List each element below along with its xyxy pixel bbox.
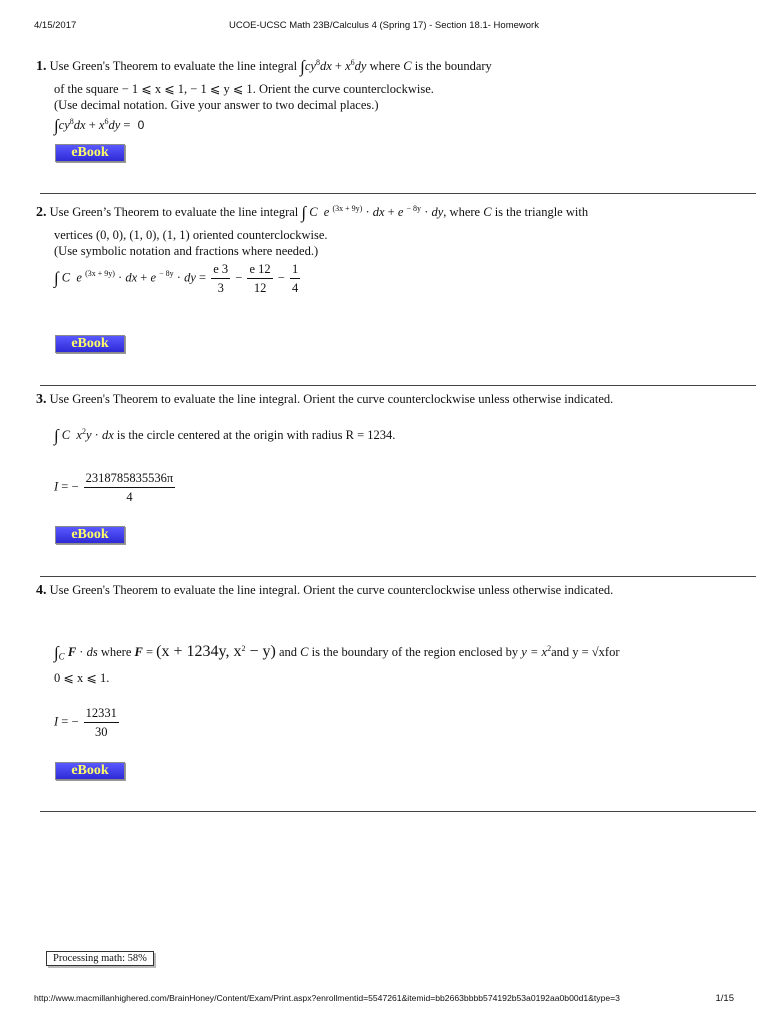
square-condition: − 1 ⩽ x ⩽ 1, − 1 ⩽ y ⩽ 1 <box>121 82 253 96</box>
integral-symbol: ∫ <box>301 203 307 222</box>
question-text-cont: is the circle centered at the origin with radius <box>116 428 343 442</box>
vertices-text: vertices (0, 0), (1, 0), (1, 1) oriented counterclockwise. <box>54 228 328 242</box>
answer-fraction: $\frac{2318785835536\pi}{4}$ <box>85 471 174 504</box>
answer-fraction: $\frac{12331}{30}$ <box>85 706 117 739</box>
integral-symbol: ∫ <box>54 116 59 135</box>
exponent: (3x + 9y) <box>332 203 363 213</box>
curve-label: C <box>483 205 492 219</box>
question-text: Use Green’s Theorem to evaluate the line integral <box>49 205 299 219</box>
print-date: 4/15/2017 <box>34 20 77 31</box>
divider <box>40 193 756 194</box>
answer-fraction: $\frac{e 3}{3}$ <box>213 262 229 295</box>
question-text: Use Green's Theorem to evaluate the line integral. Orient the curve counterclockwise unless otherwise indicated. <box>49 392 614 406</box>
question-text-cont: is the triangle with <box>494 205 589 219</box>
and-text: and <box>551 645 570 659</box>
processing-status: Processing math: 58% <box>46 951 154 966</box>
vector-field-tail: − y) <box>245 643 276 660</box>
page-number: 1/15 <box>715 993 734 1004</box>
ebook-button[interactable]: eBook <box>55 335 125 353</box>
instruction-note: (Use decimal notation. Give your answer to two decimal places.) <box>54 98 379 112</box>
answer-value: 0 <box>137 118 145 132</box>
divider <box>40 811 756 812</box>
question-number: 1. <box>36 59 47 74</box>
divider <box>40 385 756 386</box>
integral-symbol: ∫ <box>54 643 59 662</box>
question-number: 3. <box>36 392 47 407</box>
question-text: Use Green's Theorem to evaluate the line integral. Orient the curve counterclockwise unless otherwise indicated. <box>49 583 614 597</box>
exponent: − 8y <box>159 269 174 279</box>
radius-value: R = 1234. <box>345 428 396 442</box>
exponent: − 8y <box>406 203 422 213</box>
question-number: 4. <box>36 583 47 598</box>
question-text-cont: is the boundary <box>414 59 492 73</box>
integral-symbol: ∫ <box>54 426 59 445</box>
integral-symbol: ∫ <box>54 268 59 288</box>
for-text: for <box>604 645 620 659</box>
question-number: 2. <box>36 205 47 220</box>
exponent: (3x + 9y) <box>85 269 115 279</box>
ebook-button[interactable]: eBook <box>55 762 125 780</box>
question-text-cont: is the boundary of the region enclosed by <box>311 645 519 659</box>
ebook-button[interactable]: eBook <box>55 144 125 162</box>
curve-1: y = x <box>521 645 548 659</box>
footer-url: http://www.macmillanhighered.com/BrainHoney/Content/Exam/Print.aspx?enrollmentid=5547261&itemid=bb2663bbbb574192b53a0192aa0b00d1&type=3 <box>34 993 620 1003</box>
question-text: Use Green's Theorem to evaluate the line integral <box>49 59 298 73</box>
range-text: 0 ⩽ x ⩽ 1. <box>54 671 110 685</box>
curve-2: y = √x <box>572 645 605 659</box>
ebook-button[interactable]: eBook <box>55 526 125 544</box>
integral-symbol: ∫ <box>300 57 305 76</box>
answer-fraction: $\frac{e 12}{12}$ <box>249 262 271 295</box>
page-title: UCOE-UCSC Math 23B/Calculus 4 (Spring 17) - Section 18.1- Homework <box>229 20 539 31</box>
orient-text: . Orient the curve counterclockwise. <box>252 82 434 96</box>
where-text: where <box>369 59 401 73</box>
answer-fraction: $\frac{1}{4}$ <box>291 262 299 295</box>
vector-field: (x + 1234y, x <box>156 643 242 660</box>
divider <box>40 576 756 577</box>
where-text: , where <box>443 205 481 219</box>
and-text: and <box>278 645 298 659</box>
question-text-cont: of the square <box>54 82 119 96</box>
instruction-note: (Use symbolic notation and fractions where needed.) <box>54 244 319 258</box>
where-text: where <box>100 645 132 659</box>
curve-label: C <box>403 59 412 73</box>
